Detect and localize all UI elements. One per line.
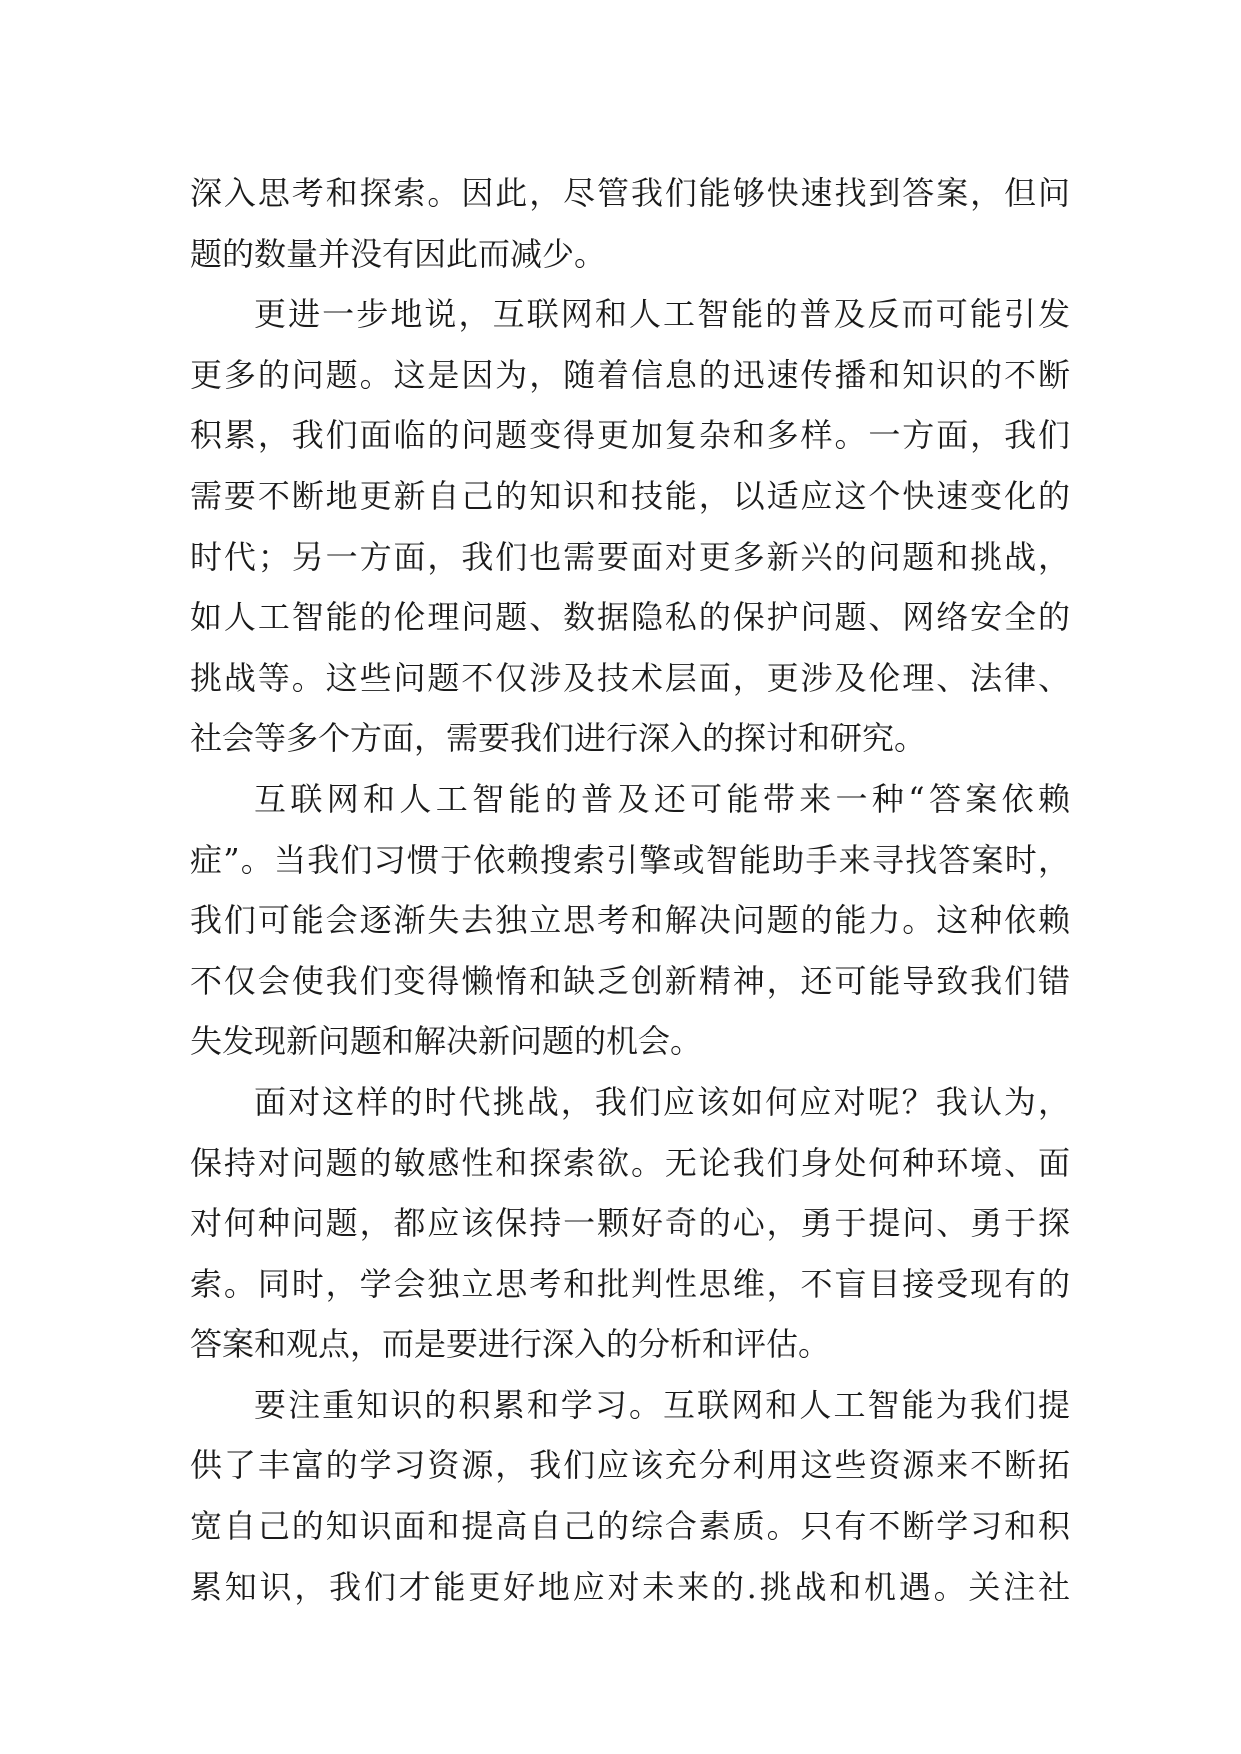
text-line: 保持对问题的敏感性和探索欲。无论我们身处何种环境、面 xyxy=(190,1143,1070,1182)
document-body xyxy=(190,163,1070,1617)
text-line: 题的数量并没有因此而减少。 xyxy=(190,234,607,273)
text-line: 社会等多个方面，需要我们进行深入的探讨和研究。 xyxy=(190,719,927,758)
text-line: 对何种问题，都应该保持一颗好奇的心，勇于提问、勇于探 xyxy=(190,1204,1070,1243)
text-line: 我们可能会逐渐失去独立思考和解决问题的能力。这种依赖 xyxy=(190,901,1070,940)
paragraph-first-line: 面对这样的时代挑战，我们应该如何应对呢？我认为， xyxy=(254,1082,1070,1121)
text-line: 挑战等。这些问题不仅涉及技术层面，更涉及伦理、法律、 xyxy=(190,658,1070,697)
text-line: 供了丰富的学习资源，我们应该充分利用这些资源来不断拓 xyxy=(190,1446,1070,1485)
text-line: 更多的问题。这是因为，随着信息的迅速传播和知识的不断 xyxy=(190,355,1070,394)
text-line: 需要不断地更新自己的知识和技能，以适应这个快速变化的 xyxy=(190,476,1070,515)
paragraph-first-line: 要注重知识的积累和学习。互联网和人工智能为我们提 xyxy=(254,1385,1070,1424)
paragraph-first-line: 更进一步地说，互联网和人工智能的普及反而可能引发 xyxy=(254,295,1070,334)
text-line: 如人工智能的伦理问题、数据隐私的保护问题、网络安全的 xyxy=(190,598,1070,637)
text-line: 宽自己的知识面和提高自己的综合素质。只有不断学习和积 xyxy=(190,1507,1070,1546)
text-line: 失发现新问题和解决新问题的机会。 xyxy=(190,1022,703,1061)
text-line: 症”。当我们习惯于依赖搜索引擎或智能助手来寻找答案时， xyxy=(190,840,1070,879)
text-line: 答案和观点，而是要进行深入的分析和评估。 xyxy=(190,1325,831,1364)
text-line: 累知识，我们才能更好地应对未来的.挑战和机遇。关注社 xyxy=(190,1567,1070,1606)
paragraph-first-line: 互联网和人工智能的普及还可能带来一种“答案依赖 xyxy=(254,779,1070,818)
text-line: 时代；另一方面，我们也需要面对更多新兴的问题和挑战， xyxy=(190,537,1070,576)
text-line: 积累，我们面临的问题变得更加复杂和多样。一方面，我们 xyxy=(190,416,1070,455)
text-line: 不仅会使我们变得懒惰和缺乏创新精神，还可能导致我们错 xyxy=(190,961,1070,1000)
text-line: 深入思考和探索。因此，尽管我们能够快速找到答案，但问 xyxy=(190,174,1070,212)
text-line: 索。同时，学会独立思考和批判性思维，不盲目接受现有的 xyxy=(190,1264,1070,1303)
